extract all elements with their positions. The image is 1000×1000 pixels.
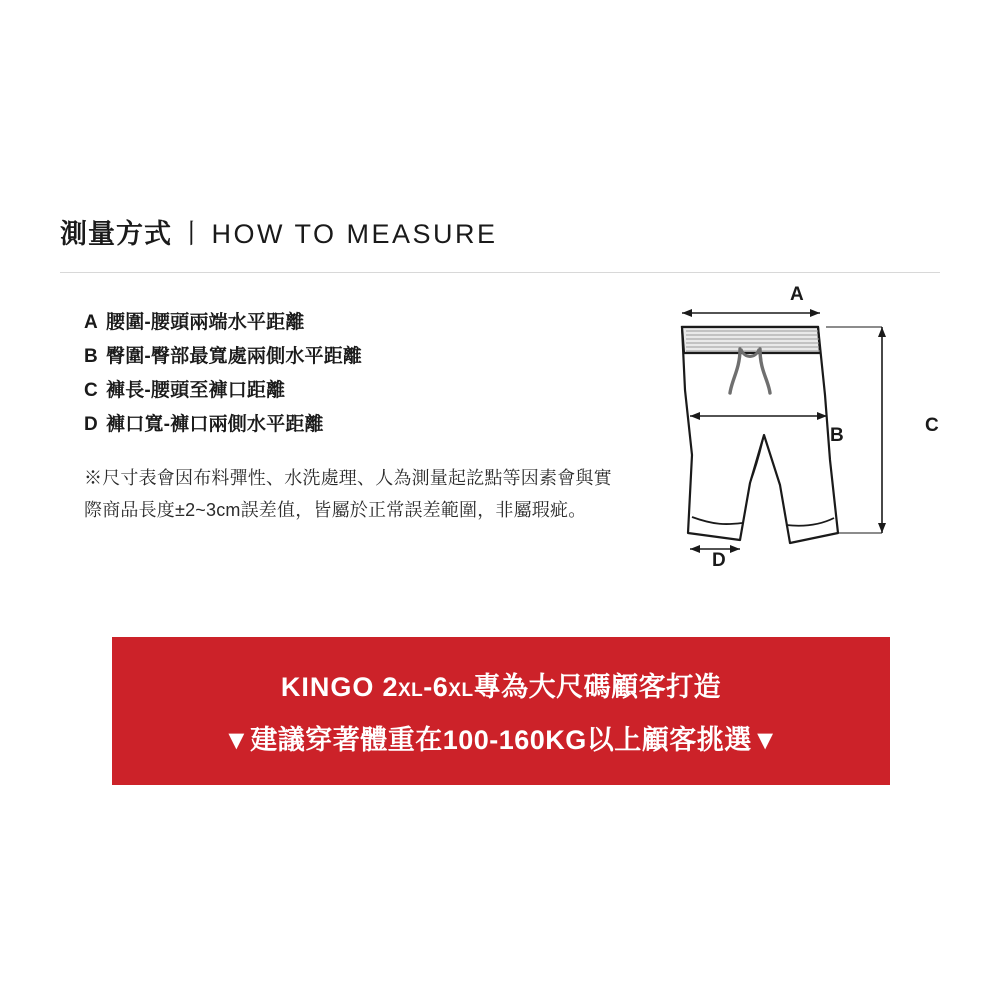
measurement-text-b: 臀圍-臀部最寬處兩側水平距離 bbox=[106, 346, 363, 367]
promo-banner-line-2: ▼建議穿著體重在100-160KG以上顧客挑選▼ bbox=[222, 725, 780, 755]
measurement-item-b bbox=[84, 340, 624, 374]
dimension-label-d: D bbox=[712, 550, 726, 571]
promo-brand: KINGO bbox=[280, 672, 375, 702]
measurement-key-b: B bbox=[84, 346, 98, 367]
dimension-label-c: C bbox=[925, 415, 939, 436]
measurement-item-d bbox=[84, 408, 624, 442]
measurement-item-a bbox=[84, 306, 624, 340]
measurement-list bbox=[84, 306, 624, 442]
promo-banner-line-1 bbox=[281, 665, 721, 704]
measurement-text-d: 褲口寬-褲口兩側水平距離 bbox=[106, 414, 324, 435]
title-en: HOW TO MEASURE bbox=[211, 219, 498, 249]
measurement-item-c bbox=[84, 374, 624, 408]
dimension-label-a: A bbox=[790, 284, 804, 305]
promo-size-dash: - bbox=[423, 672, 433, 702]
promo-size-from: 2 bbox=[382, 672, 398, 702]
measurement-key-d: D bbox=[84, 414, 98, 435]
measurement-text-a: 腰圍-腰頭兩端水平距離 bbox=[106, 312, 305, 333]
page-title bbox=[60, 212, 940, 251]
measurement-key-a: A bbox=[84, 312, 98, 333]
promo-size-from-unit: XL bbox=[397, 680, 424, 701]
promo-tail-text: 專為大尺碼顧客打造 bbox=[473, 672, 722, 702]
measurement-note: ※尺寸表會因布料彈性、水洗處理、人為測量起訖點等因素會與實際商品長度±2~3cm誤差值，皆屬於正常誤差範圍，非屬瑕疵。 bbox=[84, 468, 612, 520]
title-separator: 丨 bbox=[178, 219, 206, 249]
measurement-key-c: C bbox=[84, 380, 98, 401]
dimension-label-b: B bbox=[830, 425, 844, 446]
title-zh: 測量方式 bbox=[60, 219, 172, 249]
title-text bbox=[60, 212, 940, 251]
promo-banner bbox=[112, 637, 890, 785]
shorts-diagram bbox=[640, 285, 970, 585]
measurement-text-c: 褲長-腰頭至褲口距離 bbox=[106, 380, 286, 401]
promo-size-to: 6 bbox=[432, 672, 449, 702]
shorts-illustration-svg bbox=[640, 285, 970, 585]
promo-size-to-unit: XL bbox=[448, 680, 474, 701]
title-divider bbox=[60, 272, 940, 273]
dimension-a-line bbox=[682, 309, 820, 317]
